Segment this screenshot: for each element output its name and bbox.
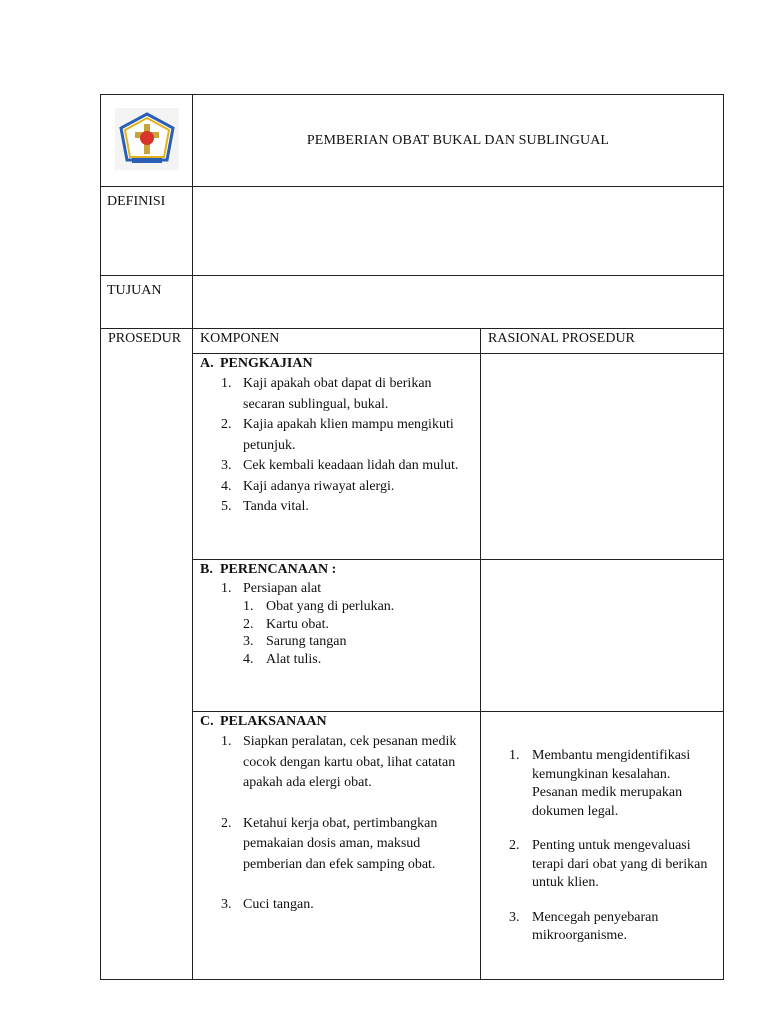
section-c-steps — [200, 732, 474, 916]
definisi-label: DEFINISI — [101, 187, 193, 276]
list-item: 1. Membantu mengidentifikasi kemungkinan kesalahan. Pesanan medik merupakan dokumen legal. — [509, 748, 691, 819]
list-item: 3. Cek kembali keadaan lidah dan mulut. — [221, 458, 459, 473]
tujuan-label: TUJUAN — [101, 276, 193, 329]
tujuan-content — [193, 276, 724, 329]
list-item: 3. Sarung tangan — [243, 634, 347, 649]
document-title: PEMBERIAN OBAT BUKAL DAN SUBLINGUAL — [193, 95, 724, 187]
list-item: 3. Mencegah penyebaran mikroorganisme. — [509, 909, 659, 943]
definisi-row — [101, 187, 724, 276]
list-item: 1. Siapkan peralatan, cek pesanan medik cocok dengan kartu obat, lihat catatan apakah ada elergi obat. — [221, 734, 457, 790]
list-item: 4. Kaji adanya riwayat alergi. — [221, 478, 395, 494]
section-c-komponen — [193, 712, 481, 980]
komponen-header: KOMPONEN — [193, 329, 481, 354]
section-b-row — [101, 560, 724, 712]
section-b-steps — [200, 580, 474, 668]
list-item: 4. Alat tulis. — [243, 651, 322, 667]
column-header-row — [101, 329, 724, 354]
section-a-row — [101, 354, 724, 560]
list-item: 1. Persiapan alat 1. Obat yang di perlukan. 2. Kartu obat. 3. Sarung tangan 4. Alat tulis. — [243, 580, 474, 668]
list-item: 3. Cuci tangan. — [221, 897, 314, 912]
section-c-rasional — [481, 712, 724, 980]
hospital-emblem-icon — [115, 108, 179, 170]
section-b-letter: B. — [200, 562, 213, 577]
list-item: 5. Tanda vital. — [221, 499, 309, 514]
list-item: 1. Obat yang di perlukan. — [243, 599, 395, 614]
list-item: 2. Kajia apakah klien mampu mengikuti petunjuk. — [221, 417, 454, 453]
list-item: 2. Ketahui kerja obat, pertimbangkan pemakaian dosis aman, maksud pemberian dan efek samping obat. — [221, 815, 438, 872]
sop-table — [100, 94, 724, 980]
section-b-heading: PERENCANAAN : — [220, 562, 337, 577]
section-c-letter: C. — [200, 714, 214, 729]
section-b-substeps — [243, 598, 474, 668]
list-item: 1. Kaji apakah obat dapat di berikan secaran sublingual, bukal. — [221, 376, 432, 412]
section-c-title — [200, 712, 474, 732]
section-c-row — [101, 712, 724, 980]
logo-cell — [101, 95, 193, 187]
tujuan-row — [101, 276, 724, 329]
section-c-rasional-list — [481, 747, 717, 946]
rasional-header: RASIONAL PROSEDUR — [481, 329, 724, 354]
section-a-letter: A. — [200, 356, 214, 371]
prosedur-label: PROSEDUR — [101, 329, 193, 980]
header-row — [101, 95, 724, 187]
list-item: 2. Kartu obat. — [243, 616, 329, 632]
section-a-komponen — [193, 354, 481, 560]
section-b-title — [200, 560, 474, 580]
section-a-rasional — [481, 354, 724, 560]
list-item: 2. Penting untuk mengevaluasi terapi dari obat yang di berikan untuk klien. — [509, 838, 708, 890]
section-a-heading: PENGKAJIAN — [220, 356, 313, 371]
section-a-title — [200, 354, 474, 374]
section-b-komponen — [193, 560, 481, 712]
section-c-heading: PELAKSANAAN — [220, 714, 327, 729]
section-b-rasional — [481, 560, 724, 712]
definisi-content — [193, 187, 724, 276]
section-a-steps — [200, 374, 474, 518]
